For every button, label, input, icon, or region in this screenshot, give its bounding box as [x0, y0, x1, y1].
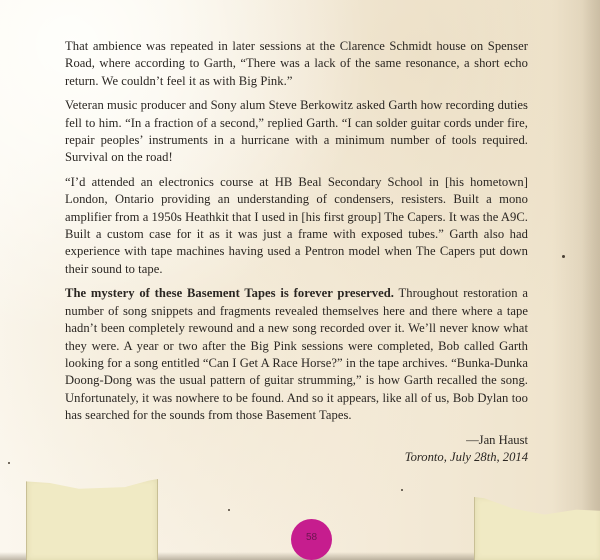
paragraph-2 — [65, 97, 528, 167]
paper-speck — [401, 489, 403, 491]
paragraph-4 — [65, 285, 528, 424]
paper-speck — [562, 255, 565, 258]
paragraph-lead-bold: The mystery of these Basement Tapes is forever preserved. — [65, 286, 394, 301]
paragraph-text: That ambience was repeated in later sessions at the Clarence Schmidt house on Spenser Road, where according to Garth, “There was a lack of the same resonance, a short echo return. We couldn’t feel it as with Big Pink.” — [65, 39, 528, 88]
author-name: —Jan Haust — [466, 433, 528, 447]
tape-strip-left — [26, 479, 158, 560]
paragraph-text: Veteran music producer and Sony alum Steve Berkowitz asked Garth how recording duties fell to him. “In a fraction of a second,” replied Garth. “I can solder guitar cords under fire, repair peoples’ instruments in a hurricane with a minimum number of tools required. Survival on the road! — [65, 98, 528, 165]
article-body — [65, 38, 528, 432]
paper-speck — [228, 509, 230, 511]
signature-block — [405, 432, 528, 467]
place-date: Toronto, July 28th, 2014 — [404, 450, 528, 465]
paragraph-1 — [65, 38, 528, 90]
paragraph-text: Throughout restoration a number of song snippets and fragments revealed themselves here and there where a tape hadn’t been completely rewound and a new song recorded over it. We’ll never know what they were. A year or two after the Big Pink sessions were completed, Bob called Garth looking for a song entitled “Can I Get A Race Horse?” in the tape archives. “Bunka-Dunka Doong-Dong was the usual pattern of guitar strumming,” is how Garth recalled the song. Unfortunately, it was nowhere to be found. And so it appears, like all of us, Bob Dylan too has searched for the sounds from those Basement Tapes. — [65, 286, 528, 423]
page-number-badge — [291, 519, 332, 560]
paragraph-text: “I’d attended an electronics course at HB Beal Secondary School in [his hometown] London, Ontario providing an understanding of condensers, resisters. Built a mono amplifier from a 1950s Heathkit that I used in [his first group] The Capers. It was the A9C. Built a custom case for it as it was just a frame with exposed tubes.” Garth also had experience with tape machines having used a Pentron model when The Capers put down their sound to tape. — [65, 174, 528, 276]
paragraph-3 — [65, 174, 528, 278]
paper-speck — [8, 462, 10, 464]
page-number: 58 — [305, 531, 318, 543]
page-edge-shadow — [582, 0, 600, 560]
